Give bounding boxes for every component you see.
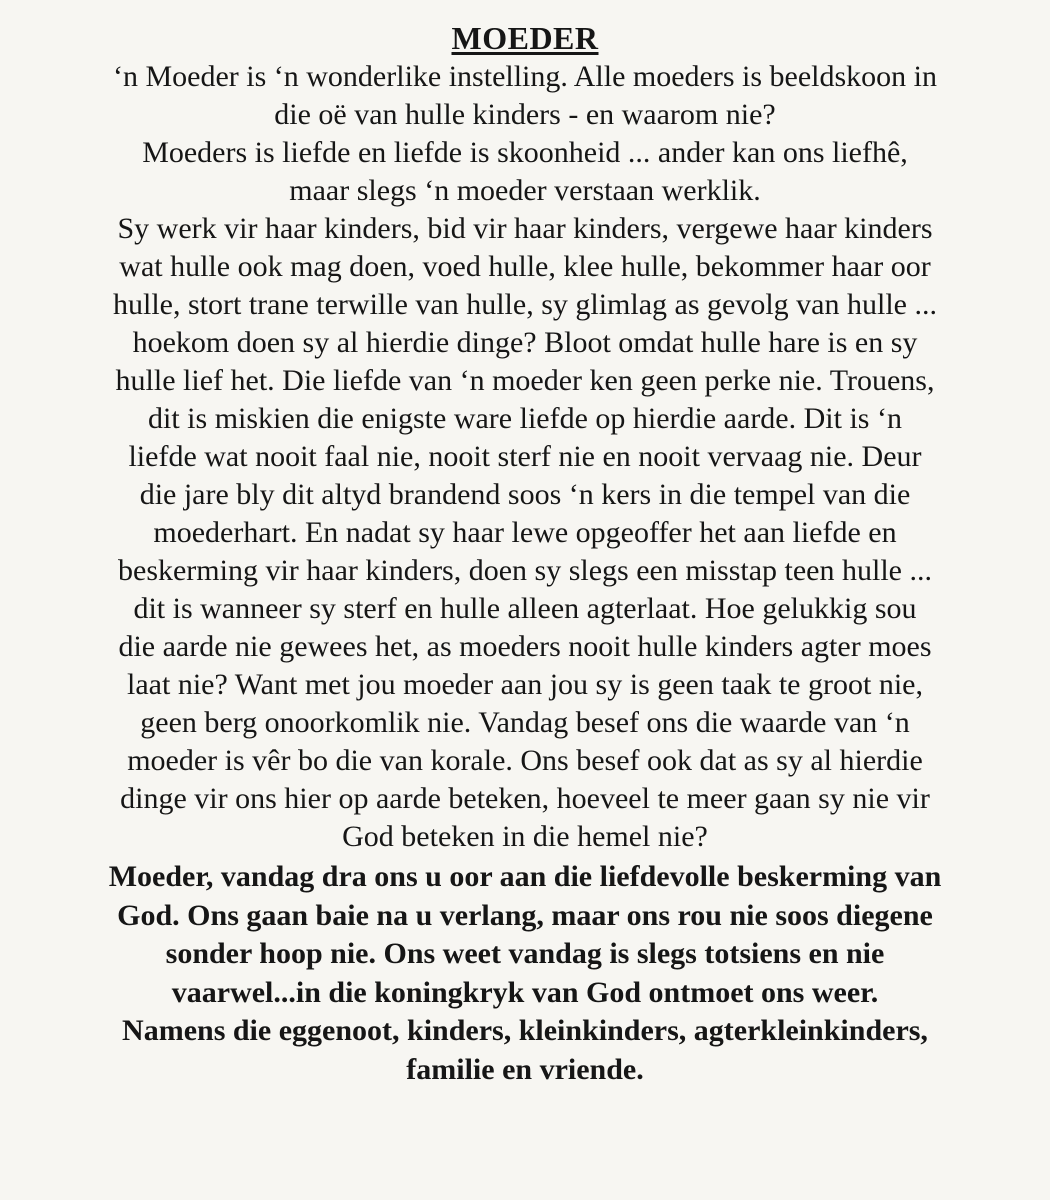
text-line: maar slegs ‘n moeder verstaan werklik. bbox=[289, 174, 761, 207]
text-line: Moeder, vandag dra ons u oor aan die liefdevolle beskerming van bbox=[108, 860, 942, 893]
text-line: dinge vir ons hier op aarde beteken, hoeveel te meer gaan sy nie vir bbox=[120, 782, 930, 815]
closing-paragraph bbox=[14, 858, 1036, 1089]
text-line: laat nie? Want met jou moeder aan jou sy is geen taak te groot nie, bbox=[127, 668, 923, 701]
text-line: dit is wanneer sy sterf en hulle alleen agterlaat. Hoe gelukkig sou bbox=[133, 592, 917, 625]
text-line: God. Ons gaan baie na u verlang, maar ons rou nie soos diegene bbox=[117, 898, 933, 932]
signature-line: familie en vriende. bbox=[406, 1052, 644, 1086]
text-line: hoekom doen sy al hierdie dinge? Bloot omdat hulle hare is en sy bbox=[132, 326, 918, 359]
text-line: hulle lief het. Die liefde van ‘n moeder ken geen perke nie. Trouens, bbox=[115, 364, 935, 397]
intro-paragraph bbox=[14, 58, 1036, 210]
text-line: vaarwel...in die koningkryk van God ontmoet ons weer. bbox=[171, 975, 879, 1009]
text-line: Sy werk vir haar kinders, bid vir haar kinders, vergewe haar kinders bbox=[117, 212, 933, 245]
text-line: geen berg onoorkomlik nie. Vandag besef ons die waarde van ‘n bbox=[140, 706, 910, 739]
signature-line: Namens die eggenoot, kinders, kleinkinders, agterkleinkinders, bbox=[122, 1014, 928, 1047]
page-title: MOEDER bbox=[451, 20, 599, 56]
text-line: wat hulle ook mag doen, voed hulle, klee hulle, bekommer haar oor bbox=[119, 250, 931, 283]
main-paragraph bbox=[14, 210, 1036, 856]
text-line: hulle, stort trane terwille van hulle, sy glimlag as gevolg van hulle ... bbox=[113, 288, 937, 321]
text-line: ‘n Moeder is ‘n wonderlike instelling. Alle moeders is beeldskoon in bbox=[112, 60, 938, 93]
text-line: moeder is vêr bo die van korale. Ons besef ook dat as sy al hierdie bbox=[127, 744, 923, 777]
text-line: moederhart. En nadat sy haar lewe opgeoffer het aan liefde en bbox=[153, 516, 897, 549]
text-line: liefde wat nooit faal nie, nooit sterf nie en nooit vervaag nie. Deur bbox=[128, 440, 922, 473]
text-line: sonder hoop nie. Ons weet vandag is slegs totsiens en nie bbox=[165, 937, 885, 970]
text-line: die aarde nie gewees het, as moeders nooit hulle kinders agter moes bbox=[118, 630, 932, 663]
text-line: die oë van hulle kinders - en waarom nie? bbox=[274, 98, 776, 131]
text-line: dit is miskien die enigste ware liefde op hierdie aarde. Dit is ‘n bbox=[148, 402, 902, 435]
text-line: Moeders is liefde en liefde is skoonheid ... ander kan ons liefhê, bbox=[142, 136, 908, 169]
text-line: God beteken in die hemel nie? bbox=[342, 820, 708, 853]
text-line: beskerming vir haar kinders, doen sy slegs een misstap teen hulle ... bbox=[118, 554, 932, 587]
text-line: die jare bly dit altyd brandend soos ‘n kers in die tempel van die bbox=[139, 478, 911, 511]
